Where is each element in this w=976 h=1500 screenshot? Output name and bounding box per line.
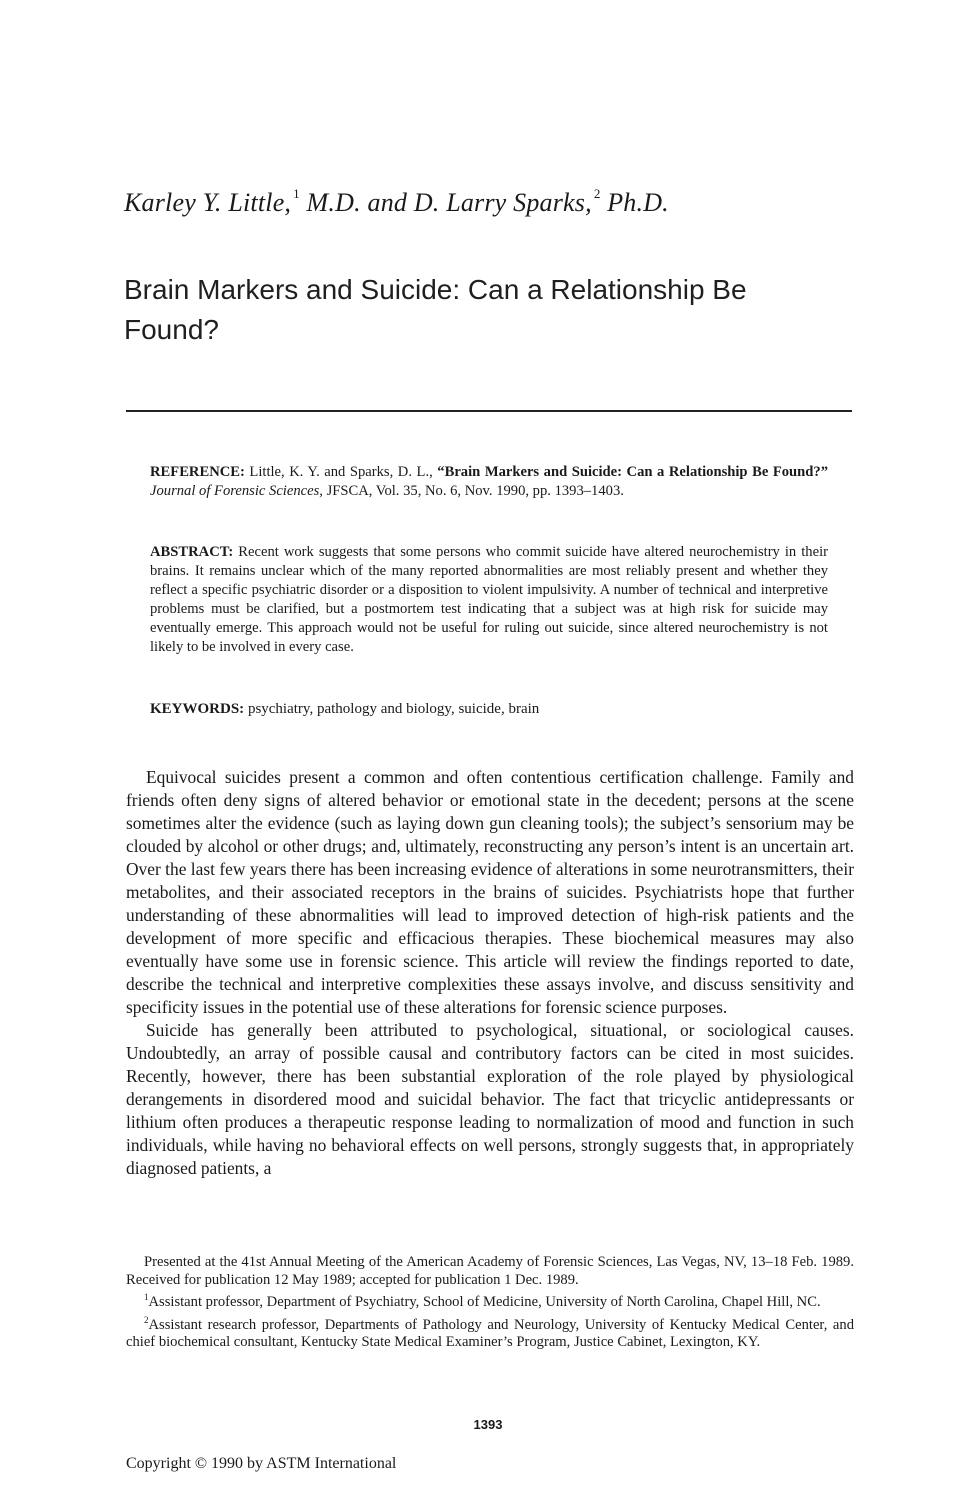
author-conjunction: and xyxy=(367,188,408,217)
reference-authors: Little, K. Y. and Sparks, D. L., xyxy=(249,464,433,480)
footnote-2 xyxy=(126,1312,854,1352)
footnote-2-mark: 2 xyxy=(144,1314,149,1325)
page-number: 1393 xyxy=(473,1417,503,1432)
keywords-block xyxy=(150,700,828,719)
author2-affiliation-mark: 2 xyxy=(593,186,601,201)
copyright-notice: Copyright © 1990 by ASTM International xyxy=(126,1455,397,1472)
keywords-label: KEYWORDS: xyxy=(150,701,245,717)
footnote-2-text: Assistant research professor, Departments of Pathology and Neurology, University of Kentucky Medical Center, and chief biochemical consultant, Kentucky State Medical Examiner’s Program, Justice Cabinet, Lexington, KY. xyxy=(126,1316,854,1350)
body-text xyxy=(126,766,854,1180)
author-line xyxy=(124,186,669,218)
footnote-1-mark: 1 xyxy=(144,1292,149,1302)
article-title: Brain Markers and Suicide: Can a Relationship Be Found? xyxy=(124,274,747,345)
author2-degree: Ph.D. xyxy=(607,188,669,217)
abstract-block xyxy=(150,543,828,657)
author2-name: D. Larry Sparks, xyxy=(413,188,592,217)
author1-degree: M.D. xyxy=(306,188,361,217)
footnote-1 xyxy=(126,1289,854,1312)
keywords-text: psychiatry, pathology and biology, suicide, brain xyxy=(247,701,540,717)
abstract-label: ABSTRACT: xyxy=(150,544,234,560)
reference-details: JFSCA, Vol. 35, No. 6, Nov. 1990, pp. 1393–1403. xyxy=(326,483,624,499)
title-divider xyxy=(126,410,852,412)
author1-name: Karley Y. Little, xyxy=(124,188,292,217)
abstract-text: Recent work suggests that some persons who commit suicide have altered neurochemistry in their brains. It remains unclear which of the many reported abnormalities are most reliably present and whether they reflect a specific psychiatric disorder or a disposition to violent impulsivity. A number of technical and interpretive problems must be clarified, but a postmortem test indicating that a subject was at high risk for suicide may eventually emerge. This approach would not be useful for ruling out suicide, since altered neurochemistry is not likely to be involved in every case. xyxy=(150,544,828,655)
footnotes xyxy=(126,1254,854,1352)
reference-article-title: “Brain Markers and Suicide: Can a Relationship Be Found?” xyxy=(437,464,828,480)
author1-affiliation-mark: 1 xyxy=(293,186,300,201)
footnote-presented: Presented at the 41st Annual Meeting of the American Academy of Forensic Sciences, Las Vegas, NV, 13–18 Feb. 1989. Received for publication 12 May 1989; accepted for publication 1 Dec. 1989. xyxy=(126,1254,854,1288)
reference-block xyxy=(150,463,828,501)
body-paragraph-2: Suicide has generally been attributed to psychological, situational, or sociological causes. Undoubtedly, an array of possible causal and contributory factors can be cited in most suicides. Recently, however, there has been substantial exploration of the role played by physiological derangements in disordered mood and suicidal behavior. The fact that tricyclic antidepressants or lithium often produces a therapeutic response leading to normalization of mood and function in such individuals, while having no behavioral effects on well persons, strongly suggests that, in appropriately diagnosed patients, a xyxy=(126,1020,854,1178)
body-paragraph-1: Equivocal suicides present a common and often contentious certification challenge. Family and friends often deny signs of altered behavior or emotional state in the decedent; persons at the scene sometimes alter the evidence (such as laying down gun cleaning tools); the subject’s sensorium may be clouded by alcohol or other drugs; and, ultimately, reconstructing any person’s intent is an uncertain art. Over the last few years there has been increasing evidence of alterations in some neurotransmitters, their metabolites, and their associated receptors in the brains of suicides. Psychiatrists hope that further understanding of these abnormalities will lead to improved detection of high-risk patients and the development of more specific and efficacious therapies. These biochemical measures may also eventually have some use in forensic science. This article will review the findings reported to date, describe the technical and interpretive complexities these assays involve, and discuss sensitivity and specificity issues in the potential use of these alterations for forensic science purposes. xyxy=(126,767,854,1017)
footnote-1-text: Assistant professor, Department of Psychiatry, School of Medicine, University of North Carolina, Chapel Hill, NC. xyxy=(148,1294,821,1310)
reference-label: REFERENCE: xyxy=(150,464,245,480)
reference-journal: Journal of Forensic Sciences, xyxy=(150,483,323,499)
